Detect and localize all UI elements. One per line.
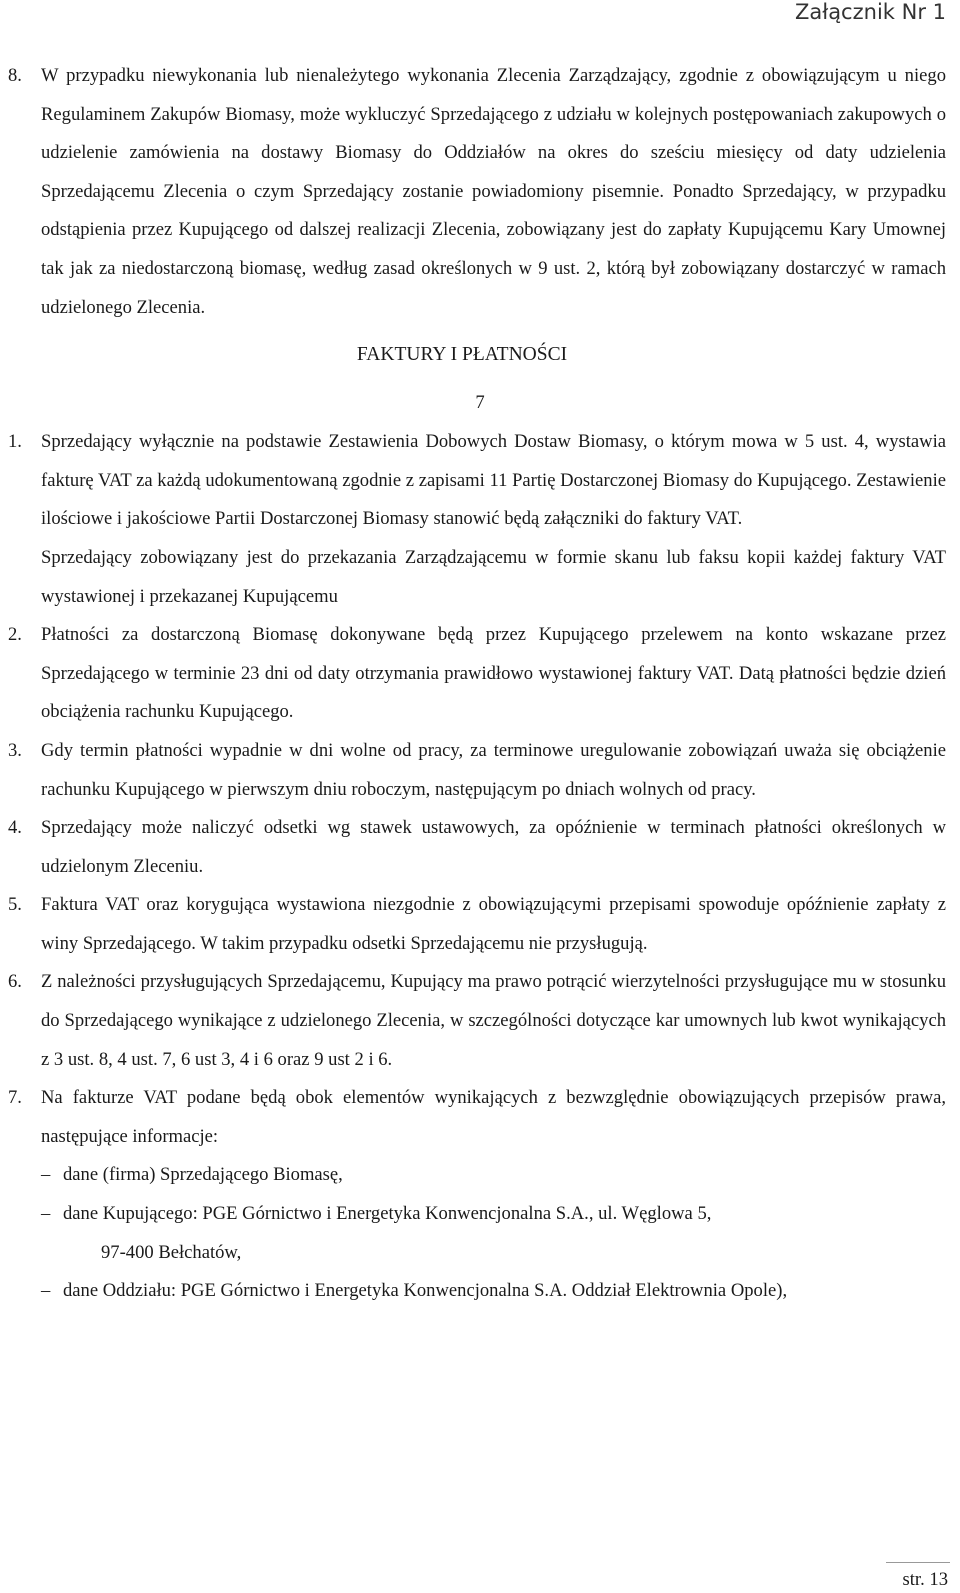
item-number: 7. bbox=[8, 1087, 22, 1109]
dash-item-text: dane Oddziału: PGE Górnictwo i Energetyka Konwencjonalna S.A. Oddział Elektrownia Opole), bbox=[63, 1280, 788, 1302]
list-item bbox=[8, 732, 946, 809]
item-text: W przypadku niewykonania lub nienależytego wykonania Zlecenia Zarządzający, zgodnie z obowiązującym u niego Regulaminem Zakupów Biomasy, może wykluczyć Sprzedającego z udziału w kolejnych postępowaniach zakupowych o udzielenie zamówienia na dostawy Biomasy do Oddziałów na okres do sześciu miesięcy od daty udzielenia Sprzedającemu Zlecenia o czym Sprzedający zostanie powiadomiony pisemnie. Ponadto Sprzedający, w przypadku odstąpienia przez Kupującego od dalszej realizacji Zlecenia, zobowiązany jest do zapłaty Kupującemu Kary Umownej tak jak za niedostarczoną biomasę, według zasad określonych w 9 ust. 2, którą był zobowiązany dostarczyć w ramach udzielonego Zlecenia. bbox=[41, 65, 946, 318]
page-number: str. 13 bbox=[902, 1569, 948, 1590]
item-number: 1. bbox=[8, 431, 22, 453]
dash-bullet: – bbox=[41, 1203, 51, 1225]
item-text: Płatności za dostarczoną Biomasę dokonywane będą przez Kupującego przelewem na konto wskazane przez Sprzedającego w terminie 23 dni od daty otrzymania prawidłowo wystawionej faktury VAT. Datą płatności będzie dzień obciążenia rachunku Kupującego. bbox=[41, 624, 946, 723]
address-city: 97-400 Bełchatów, bbox=[101, 1241, 242, 1263]
item-text: Z należności przysługujących Sprzedającemu, Kupujący ma prawo potrącić wierzytelności przysługujące mu w stosunku do Sprzedającego wynikające z udzielonego Zlecenia, w szczególności dotyczące kar umownych lub kwot wynikających z 3 ust. 8, 4 ust. 7, 6 ust 3, 4 i 6 oraz 9 ust 2 i 6. bbox=[41, 971, 946, 1070]
list-item bbox=[8, 616, 946, 732]
list-item bbox=[8, 423, 946, 539]
list-item bbox=[8, 963, 946, 1079]
item-number: 8. bbox=[8, 65, 22, 86]
dash-list-item bbox=[41, 1272, 946, 1311]
list-item bbox=[8, 1079, 946, 1156]
dash-list bbox=[8, 1156, 946, 1310]
item-number: 2. bbox=[8, 624, 22, 646]
dash-list-item bbox=[41, 1156, 946, 1195]
paragraph-number: 7 bbox=[475, 392, 485, 414]
item-text: Sprzedający może naliczyć odsetki wg stawek ustawowych, za opóźnienie w terminach płatności określonych w udzielonym Zleceniu. bbox=[41, 817, 946, 877]
dash-bullet: – bbox=[41, 1280, 51, 1302]
item-number: 6. bbox=[8, 971, 22, 993]
list-item-continuation bbox=[8, 539, 946, 616]
list-item bbox=[8, 809, 946, 886]
document-body bbox=[8, 57, 946, 1311]
item-number: 4. bbox=[8, 817, 22, 839]
section-8 bbox=[8, 57, 946, 327]
section-heading: FAKTURY I PŁATNOŚCI bbox=[356, 344, 568, 366]
item-number: 5. bbox=[8, 894, 22, 916]
dash-bullet: – bbox=[41, 1164, 51, 1186]
item-text: Faktura VAT oraz korygująca wystawiona niezgodnie z obowiązującymi przepisami spowoduje opóźnienie zapłaty z winy Sprzedającego. W takim przypadku odsetki Sprzedającemu nie przysługują. bbox=[41, 894, 946, 954]
footer-divider bbox=[886, 1562, 950, 1563]
dash-item-body bbox=[63, 1195, 946, 1272]
attachment-label: Załącznik Nr 1 bbox=[794, 0, 946, 24]
item-text: Gdy termin płatności wypadnie w dni wolne od pracy, za terminowe uregulowanie zobowiązań uważa się obciążenie rachunku Kupującego w pierwszym dniu roboczym, następującym po dniach wolnych od pracy. bbox=[41, 739, 946, 800]
item-text: Sprzedający wyłącznie na podstawie Zestawienia Dobowych Dostaw Biomasy, o którym mowa w 5 ust. 4, wystawia fakturę VAT za każdą udokumentowaną zgodnie z zapisami 11 Partię Dostarczonej Biomasy do Kupującego. Zestawienie ilościowe i jakościowe Partii Dostarczonej Biomasy stanowić będą załączniki do faktury VAT. bbox=[41, 431, 946, 530]
item-text: Sprzedający zobowiązany jest do przekazania Zarządzającemu w formie skanu lub faksu kopii każdej faktury VAT wystawionej i przekazanej Kupującemu bbox=[41, 546, 946, 607]
dash-item-text: dane Kupującego: PGE Górnictwo i Energetyka Konwencjonalna S.A., ul. Węglowa 5, bbox=[63, 1203, 712, 1225]
dash-item-text: dane (firma) Sprzedającego Biomasę, bbox=[63, 1164, 343, 1186]
item-number: 3. bbox=[8, 739, 22, 761]
dash-list-item bbox=[41, 1195, 946, 1272]
item-text: Na fakturze VAT podane będą obok elementów wynikających z bezwzględnie obowiązujących przepisów prawa, następujące informacje: bbox=[41, 1087, 946, 1147]
list-item bbox=[8, 886, 946, 963]
